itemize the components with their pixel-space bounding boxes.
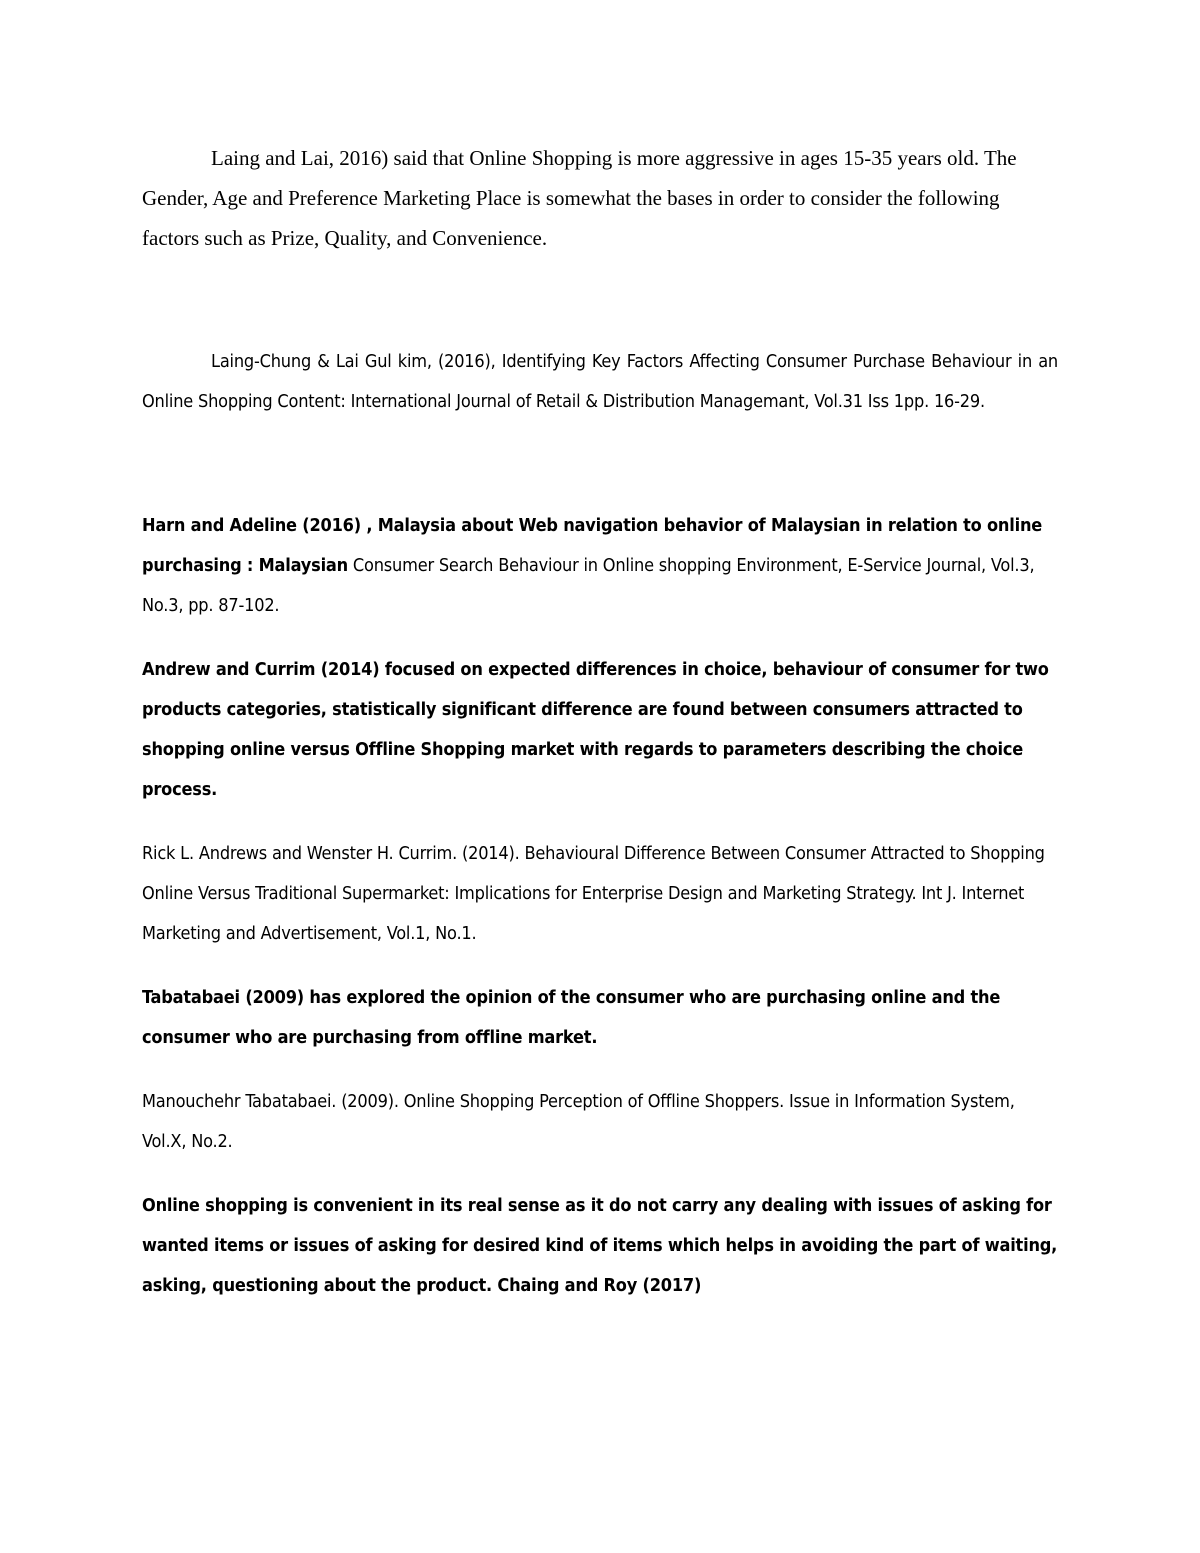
harn-adeline-bold-text: Harn and Adeline (2016) , Malaysia about Web navigation behavior of Malaysian in relation to online purchasing : Malaysian (142, 515, 1043, 576)
reference-tabatabaei: Manouchehr Tabatabaei. (2009). Online Shopping Perception of Offline Shoppers. Issue in Information System, Vol.X, No.2. (142, 1091, 1015, 1152)
paragraph-tabatabaei: Tabatabaei (2009) has explored the opinion of the consumer who are purchasing online and the consumer who are purchasing from offline market. (142, 987, 1001, 1048)
paragraph-harn-adeline (142, 506, 1058, 626)
paragraph-online-shopping-convenience: Online shopping is convenient in its real sense as it do not carry any dealing with issues of asking for wanted items or issues of asking for desired kind of items which helps in avoiding the part of waiting, asking, questioning about the product. Chaing and Roy (2017) (142, 1195, 1058, 1296)
reference-andrews-currim: Rick L. Andrews and Wenster H. Currim. (2014). Behavioural Difference Between Consumer Attracted to Shopping Online Versus Traditional Supermarket: Implications for Enterprise Design and Marketing Strategy. Int J. Internet Marketing and Advertisement, Vol.1, No.1. (142, 843, 1045, 944)
harn-adeline-citation-text: Consumer Search Behaviour in Online shopping Environment, E-Service Journal, Vol.3, No.3, pp. 87-102. (142, 555, 1035, 616)
document-page (142, 138, 1058, 1306)
paragraph-laing-lai: Laing and Lai, 2016) said that Online Shopping is more aggressive in ages 15-35 years old. The Gender, Age and Preference Marketing Place is somewhat the bases in order to consider the following factors such as Prize, Quality, and Convenience. (142, 146, 1017, 250)
reference-laing-chung: Laing-Chung & Lai Gul kim, (2016), Identifying Key Factors Affecting Consumer Purchase Behaviour in an Online Shopping Content: International Journal of Retail & Distribution Managemant, Vol.31 Iss 1pp. 16-29. (142, 351, 1058, 412)
paragraph-andrew-currim: Andrew and Currim (2014) focused on expected differences in choice, behaviour of consumer for two products categories, statistically significant difference are found between consumers attracted to shopping online versus Offline Shopping market with regards to parameters describing the choice process. (142, 659, 1049, 800)
